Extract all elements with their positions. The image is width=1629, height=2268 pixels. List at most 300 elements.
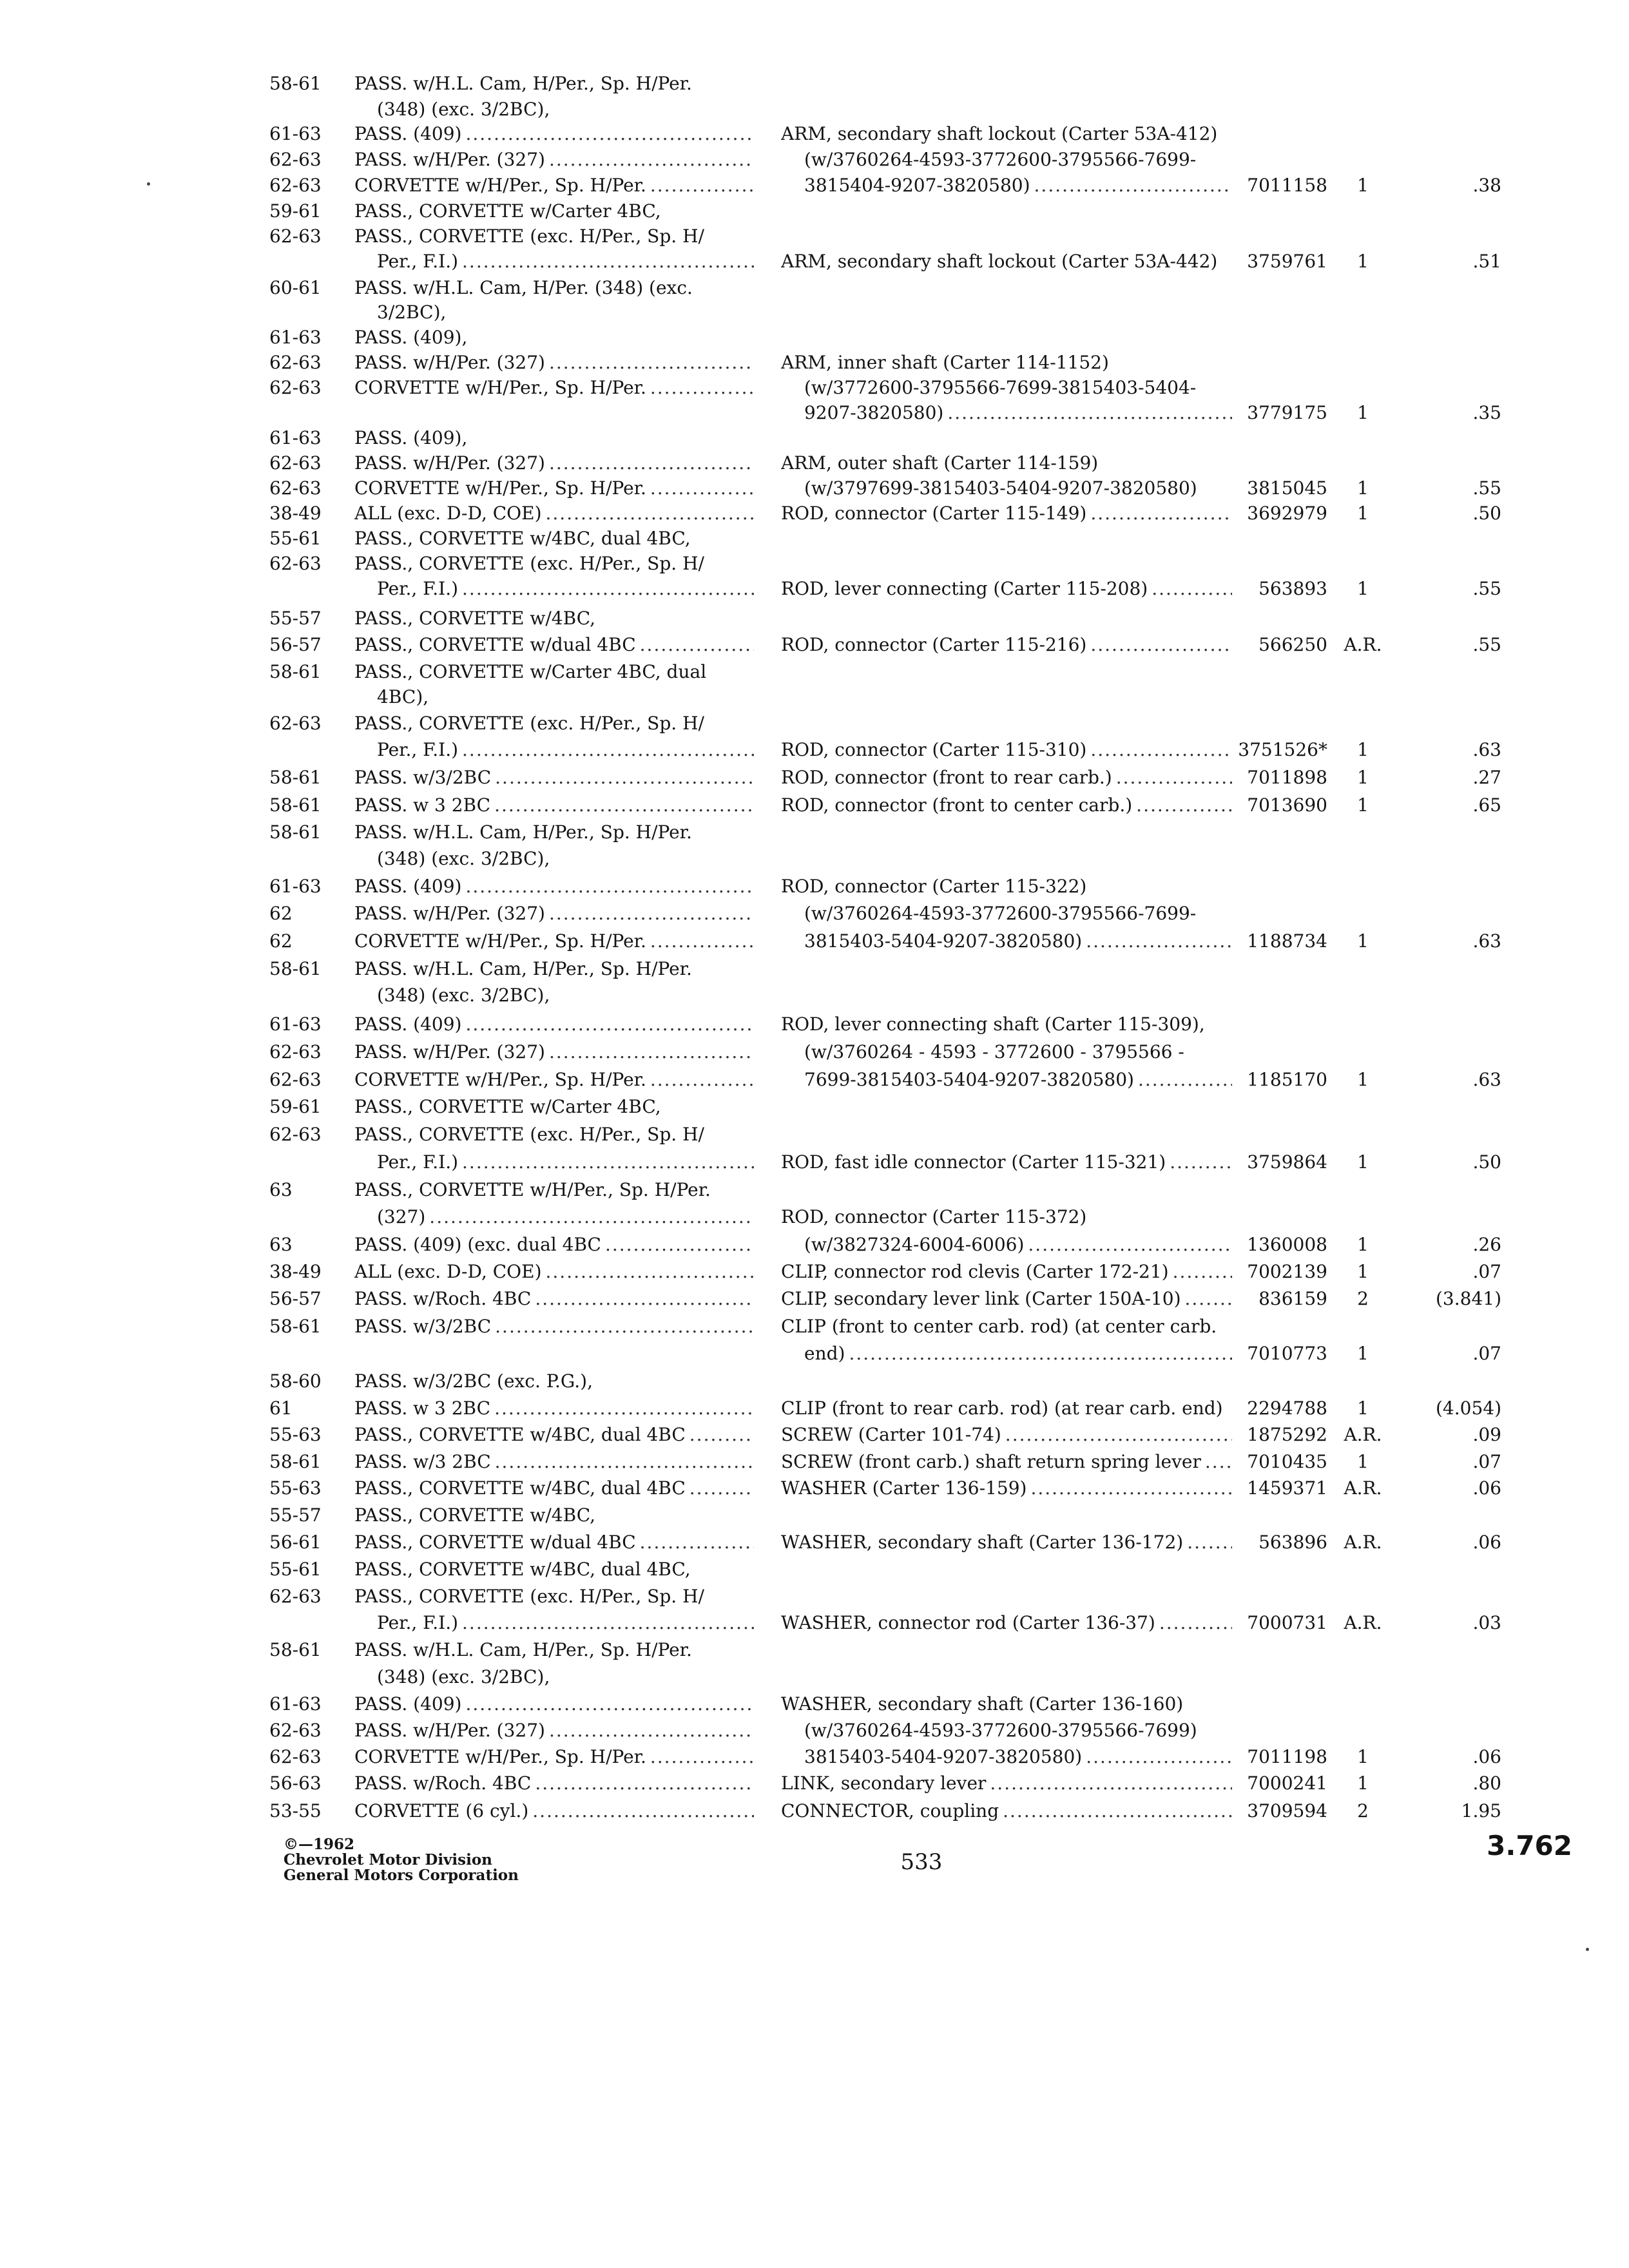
- application: [377, 300, 754, 325]
- quantity: 1: [1357, 175, 1369, 196]
- application: [354, 928, 754, 954]
- application: [354, 1039, 754, 1065]
- part-number: 7011898: [1247, 767, 1327, 788]
- list-price: .07: [1472, 1261, 1501, 1282]
- application: [354, 1637, 754, 1663]
- application: [354, 901, 754, 927]
- model-years: 62-63: [269, 352, 322, 373]
- part-description: [804, 400, 1232, 426]
- model-years: 62-63: [269, 1041, 322, 1062]
- dot-leader: [549, 1039, 754, 1065]
- quantity: 1: [1357, 767, 1369, 788]
- application-text: PASS., CORVETTE w/4BC, dual 4BC,: [354, 1559, 691, 1580]
- quantity: 1: [1357, 739, 1369, 760]
- model-years: 61-63: [269, 1693, 322, 1715]
- application-text: PASS. (409),: [354, 327, 468, 348]
- application-text: PASS. (409): [354, 1014, 462, 1035]
- application-text: (327): [377, 1206, 426, 1227]
- application-text: CORVETTE w/H/Per., Sp. H/Per.: [354, 1746, 646, 1767]
- part-description-text: (w/3760264 - 4593 - 3772600 - 3795566 -: [804, 1041, 1184, 1062]
- part-description: [781, 793, 1232, 818]
- dot-leader: [1090, 737, 1232, 763]
- dot-leader: [650, 1744, 754, 1770]
- application: [377, 1204, 754, 1230]
- application: [377, 1664, 754, 1690]
- list-price: .07: [1472, 1343, 1501, 1364]
- list-price: .63: [1472, 1069, 1501, 1090]
- application-text: (348) (exc. 3/2BC),: [377, 985, 550, 1006]
- dot-leader: [650, 173, 754, 198]
- part-description-text: CLIP, secondary lever link (Carter 150A-10): [781, 1288, 1181, 1309]
- part-description-text: ROD, connector (Carter 115-216): [781, 634, 1087, 655]
- application: [354, 425, 754, 451]
- model-years: 61: [269, 1398, 293, 1419]
- model-years: 62-63: [269, 226, 322, 247]
- dot-leader: [1152, 576, 1232, 602]
- list-price: .55: [1472, 578, 1501, 599]
- model-years: 61-63: [269, 1014, 322, 1035]
- part-description-text: CLIP (front to rear carb. rod) (at rear carb. end): [781, 1398, 1223, 1419]
- model-years: 62-63: [269, 1069, 322, 1090]
- model-years: 58-61: [269, 1451, 322, 1472]
- list-price: .06: [1472, 1746, 1501, 1767]
- application: [354, 147, 754, 173]
- part-description-text: (w/3772600-3795566-7699-3815403-5404-: [804, 377, 1197, 398]
- application: [354, 1530, 754, 1555]
- application: [354, 606, 754, 631]
- model-years: 55-63: [269, 1477, 322, 1499]
- part-description: [781, 1149, 1232, 1175]
- application: [354, 350, 754, 376]
- application-text: PASS. w/Roch. 4BC: [354, 1773, 532, 1794]
- model-years: 58-61: [269, 958, 322, 979]
- dot-leader: [1170, 1149, 1232, 1175]
- model-years: 56-63: [269, 1773, 322, 1794]
- part-description-text: ROD, connector (Carter 115-372): [781, 1206, 1087, 1227]
- part-description-text: WASHER, secondary shaft (Carter 136-160): [781, 1693, 1184, 1715]
- part-number: 3692979: [1247, 503, 1327, 524]
- application-text: PASS. w/3/2BC: [354, 1316, 492, 1337]
- quantity: A.R.: [1344, 634, 1382, 655]
- application: [354, 1232, 754, 1258]
- application: [354, 956, 754, 982]
- application: [354, 476, 754, 501]
- quantity: 2: [1357, 1288, 1369, 1309]
- application-text: PASS. w 3 2BC: [354, 1398, 491, 1419]
- application-text: PASS., CORVETTE w/Carter 4BC,: [354, 200, 661, 222]
- application-text: ALL (exc. D-D, COE): [354, 503, 542, 524]
- part-description: [781, 450, 1232, 476]
- dot-leader: [1005, 1422, 1232, 1448]
- part-number: 3779175: [1247, 402, 1327, 423]
- application-text: PASS. w/H/Per. (327): [354, 149, 545, 170]
- dot-leader: [549, 901, 754, 927]
- application-text: PASS. (409): [354, 1693, 462, 1715]
- model-years: 62: [269, 930, 293, 952]
- model-years: 62-63: [269, 149, 322, 170]
- model-years: 62-63: [269, 1720, 322, 1741]
- part-description: [781, 1771, 1232, 1796]
- quantity: 2: [1357, 1800, 1369, 1821]
- model-years: 58-61: [269, 767, 322, 788]
- model-years: 61-63: [269, 123, 322, 144]
- application-text: PASS., CORVETTE w/4BC,: [354, 608, 596, 629]
- list-price: (3.841): [1435, 1288, 1501, 1309]
- application: [377, 1610, 754, 1636]
- dot-leader: [465, 121, 754, 147]
- quantity: 1: [1357, 930, 1369, 952]
- application: [354, 450, 754, 476]
- application-text: CORVETTE w/H/Per., Sp. H/Per.: [354, 930, 646, 952]
- list-price: .27: [1472, 767, 1501, 788]
- model-years: 59-61: [269, 200, 322, 222]
- quantity: 1: [1357, 1773, 1369, 1794]
- application: [354, 1557, 754, 1582]
- dot-leader: [546, 501, 755, 526]
- application-text: PASS. w 3 2BC: [354, 794, 491, 816]
- footer-corporation: General Motors Corporation: [284, 1867, 519, 1884]
- application: [377, 576, 754, 602]
- application-text: PASS., CORVETTE (exc. H/Per., Sp. H/: [354, 1124, 704, 1145]
- part-description: [781, 1012, 1232, 1037]
- application: [354, 1286, 754, 1312]
- scan-speck: [1586, 1948, 1589, 1951]
- list-price: .50: [1472, 503, 1501, 524]
- application-text: (348) (exc. 3/2BC),: [377, 1666, 550, 1687]
- model-years: 61-63: [269, 876, 322, 897]
- part-description: [781, 1396, 1232, 1421]
- list-price: .26: [1472, 1234, 1501, 1255]
- list-price: .50: [1472, 1151, 1501, 1173]
- application: [377, 983, 754, 1008]
- model-years: 61-63: [269, 327, 322, 348]
- part-description: [804, 901, 1232, 927]
- part-number: 2294788: [1247, 1398, 1327, 1419]
- part-description: [804, 1039, 1232, 1065]
- dot-leader: [1003, 1798, 1232, 1824]
- part-description: [804, 1067, 1232, 1093]
- application: [354, 1314, 754, 1340]
- part-number: 3751526*: [1238, 739, 1327, 760]
- list-price: 1.95: [1461, 1800, 1501, 1821]
- part-number: 7011158: [1247, 175, 1327, 196]
- application-text: PASS., CORVETTE w/4BC,: [354, 1504, 596, 1526]
- application-text: CORVETTE (6 cyl.): [354, 1800, 529, 1821]
- application: [354, 1369, 754, 1394]
- dot-leader: [689, 1475, 754, 1501]
- dot-leader: [1136, 793, 1232, 818]
- application-text: Per., F.I.): [377, 1612, 459, 1633]
- part-description-text: ROD, lever connecting shaft (Carter 115-309),: [781, 1014, 1205, 1035]
- part-number: 3709594: [1247, 1800, 1327, 1821]
- application: [354, 1177, 754, 1203]
- part-description: [781, 1475, 1232, 1501]
- part-description: [781, 632, 1232, 658]
- application-text: PASS., CORVETTE w/4BC, dual 4BC,: [354, 528, 691, 549]
- model-years: 58-61: [269, 1639, 322, 1660]
- part-number: 1185170: [1247, 1069, 1327, 1090]
- dot-leader: [549, 350, 754, 376]
- application: [354, 1094, 754, 1120]
- application: [354, 275, 754, 301]
- dot-leader: [1086, 928, 1232, 954]
- quantity: 1: [1357, 1069, 1369, 1090]
- application: [377, 97, 754, 122]
- model-years: 56-61: [269, 1532, 322, 1553]
- model-years: 62-63: [269, 377, 322, 398]
- dot-leader: [495, 1449, 754, 1475]
- application-text: 3/2BC),: [377, 302, 447, 323]
- part-description: [781, 1286, 1232, 1312]
- application-text: PASS. (409),: [354, 427, 468, 448]
- application: [354, 1259, 754, 1285]
- part-description-text: ARM, secondary shaft lockout (Carter 53A-412): [781, 123, 1218, 144]
- quantity: 1: [1357, 1343, 1369, 1364]
- application-text: PASS. w/H.L. Cam, H/Per., Sp. H/Per.: [354, 73, 692, 94]
- quantity: 1: [1357, 477, 1369, 499]
- application-text: PASS., CORVETTE (exc. H/Per., Sp. H/: [354, 226, 704, 247]
- application: [354, 1122, 754, 1148]
- model-years: 56-57: [269, 634, 322, 655]
- dot-leader: [1159, 1610, 1232, 1636]
- list-price: .35: [1472, 402, 1501, 423]
- dot-leader: [495, 1314, 754, 1340]
- application-text: Per., F.I.): [377, 578, 459, 599]
- part-description-text: end): [804, 1343, 845, 1364]
- application: [354, 1691, 754, 1717]
- model-years: 53-55: [269, 1800, 322, 1821]
- application: [354, 765, 754, 791]
- model-years: 58-60: [269, 1370, 322, 1392]
- model-years: 60-61: [269, 277, 322, 298]
- dot-leader: [462, 737, 754, 763]
- model-years: 62-63: [269, 1124, 322, 1145]
- model-years: 62-63: [269, 175, 322, 196]
- part-description-text: (w/3760264-4593-3772600-3795566-7699-: [804, 149, 1197, 170]
- application: [354, 173, 754, 198]
- part-description: [781, 765, 1232, 791]
- part-description-text: WASHER, connector rod (Carter 136-37): [781, 1612, 1155, 1633]
- scan-speck: [147, 182, 150, 186]
- dot-leader: [1173, 1259, 1232, 1285]
- application-text: ALL (exc. D-D, COE): [354, 1261, 542, 1282]
- quantity: 1: [1357, 503, 1369, 524]
- list-price: .65: [1472, 794, 1501, 816]
- application-text: CORVETTE w/H/Per., Sp. H/Per.: [354, 1069, 646, 1090]
- list-price: .07: [1472, 1451, 1501, 1472]
- application: [354, 659, 754, 685]
- dot-leader: [494, 1396, 754, 1421]
- part-number: 3815045: [1247, 477, 1327, 499]
- footer-division: Chevrolet Motor Division: [284, 1851, 492, 1869]
- model-years: 61-63: [269, 427, 322, 448]
- part-description-text: SCREW (front carb.) shaft return spring lever: [781, 1451, 1201, 1472]
- part-description: [781, 1314, 1232, 1340]
- model-years: 58-61: [269, 661, 322, 682]
- dot-leader: [1034, 173, 1232, 198]
- list-price: (4.054): [1435, 1398, 1501, 1419]
- application: [354, 526, 754, 552]
- application-text: CORVETTE w/H/Per., Sp. H/Per.: [354, 477, 646, 499]
- part-number: 3759864: [1247, 1151, 1327, 1173]
- application-text: PASS., CORVETTE w/H/Per., Sp. H/Per.: [354, 1179, 711, 1200]
- part-description-text: WASHER, secondary shaft (Carter 136-172): [781, 1532, 1184, 1553]
- application: [354, 325, 754, 351]
- application: [377, 684, 754, 710]
- dot-leader: [462, 1610, 754, 1636]
- application-text: PASS. w/H/Per. (327): [354, 452, 545, 474]
- part-description: [781, 1422, 1232, 1448]
- dot-leader: [640, 632, 754, 658]
- part-description: [781, 1798, 1232, 1824]
- model-years: 55-61: [269, 1559, 322, 1580]
- dot-leader: [650, 476, 754, 501]
- application-text: PASS. w/Roch. 4BC: [354, 1288, 532, 1309]
- application-text: (348) (exc. 3/2BC),: [377, 848, 550, 869]
- copyright: ©—1962: [284, 1836, 355, 1853]
- quantity: A.R.: [1344, 1532, 1382, 1553]
- model-years: 58-61: [269, 1316, 322, 1337]
- part-description-text: ARM, inner shaft (Carter 114-1152): [781, 352, 1109, 373]
- part-description-text: (w/3760264-4593-3772600-3795566-7699-: [804, 903, 1197, 924]
- quantity: 1: [1357, 1151, 1369, 1173]
- part-number: 566250: [1258, 634, 1327, 655]
- part-number: 7002139: [1247, 1261, 1327, 1282]
- part-description: [781, 1204, 1232, 1230]
- dot-leader: [1090, 632, 1232, 658]
- model-years: 58-61: [269, 822, 322, 843]
- dot-leader: [947, 400, 1232, 426]
- application: [354, 1503, 754, 1528]
- part-number: 836159: [1258, 1288, 1327, 1309]
- dot-leader: [535, 1286, 754, 1312]
- dot-leader: [549, 450, 754, 476]
- part-number: 1459371: [1247, 1477, 1327, 1499]
- application: [354, 711, 754, 736]
- application: [354, 1449, 754, 1475]
- dot-leader: [1138, 1067, 1232, 1093]
- application-text: PASS., CORVETTE (exc. H/Per., Sp. H/: [354, 713, 704, 734]
- part-description-text: WASHER (Carter 136-159): [781, 1477, 1027, 1499]
- application: [354, 1012, 754, 1037]
- application-text: PASS. (409): [354, 123, 462, 144]
- part-description: [804, 1232, 1232, 1258]
- part-description-text: (w/3760264-4593-3772600-3795566-7699): [804, 1720, 1197, 1741]
- part-description-text: (w/3827324-6004-6006): [804, 1234, 1025, 1255]
- dot-leader: [495, 765, 754, 791]
- part-description-text: 7699-3815403-5404-9207-3820580): [804, 1069, 1134, 1090]
- application-text: CORVETTE w/H/Per., Sp. H/Per.: [354, 175, 646, 196]
- quantity: 1: [1357, 251, 1369, 272]
- application: [354, 1396, 754, 1421]
- list-price: .80: [1472, 1773, 1501, 1794]
- application: [354, 121, 754, 147]
- application: [354, 1744, 754, 1770]
- application-text: Per., F.I.): [377, 1151, 459, 1173]
- part-number: 7000241: [1247, 1773, 1327, 1794]
- list-price: .38: [1472, 175, 1501, 196]
- list-price: .06: [1472, 1477, 1501, 1499]
- list-price: .63: [1472, 739, 1501, 760]
- part-number: 563893: [1258, 578, 1327, 599]
- application: [377, 1149, 754, 1175]
- dot-leader: [546, 1259, 755, 1285]
- application: [354, 224, 754, 249]
- part-description-text: (w/3797699-3815403-5404-9207-3820580): [804, 477, 1197, 499]
- list-price: .06: [1472, 1532, 1501, 1553]
- application: [377, 846, 754, 872]
- part-description: [781, 1691, 1232, 1717]
- application: [354, 1475, 754, 1501]
- application-text: PASS. w/3 2BC: [354, 1451, 491, 1472]
- part-description-text: ROD, connector (Carter 115-322): [781, 876, 1087, 897]
- page-number: 533: [900, 1849, 943, 1875]
- application: [354, 551, 754, 577]
- application: [354, 874, 754, 899]
- dot-leader: [549, 147, 754, 173]
- application-text: PASS. w/3/2BC: [354, 767, 492, 788]
- model-years: 62-63: [269, 1586, 322, 1607]
- model-years: 62-63: [269, 713, 322, 734]
- dot-leader: [1090, 501, 1232, 526]
- part-number: 1188734: [1247, 930, 1327, 952]
- dot-leader: [494, 793, 754, 818]
- application-text: PASS. w/H/Per. (327): [354, 903, 545, 924]
- part-description-text: CLIP (front to center carb. rod) (at center carb.: [781, 1316, 1217, 1337]
- list-price: .03: [1472, 1612, 1501, 1633]
- application-text: PASS., CORVETTE w/4BC, dual 4BC: [354, 1477, 686, 1499]
- dot-leader: [532, 1798, 754, 1824]
- dot-leader: [990, 1771, 1232, 1796]
- application-text: PASS., CORVETTE w/Carter 4BC, dual: [354, 661, 707, 682]
- application-text: PASS. w/H/Per. (327): [354, 352, 545, 373]
- part-description-text: CONNECTOR, coupling: [781, 1800, 999, 1821]
- model-years: 59-61: [269, 1096, 322, 1117]
- model-years: 58-61: [269, 794, 322, 816]
- part-number: 7000731: [1247, 1612, 1327, 1633]
- model-years: 58-61: [269, 73, 322, 94]
- model-years: 38-49: [269, 1261, 322, 1282]
- application-text: Per., F.I.): [377, 251, 459, 272]
- part-description: [781, 350, 1232, 376]
- part-description: [804, 173, 1232, 198]
- model-years: 55-63: [269, 1424, 322, 1445]
- dot-leader: [465, 874, 754, 899]
- list-price: .63: [1472, 930, 1501, 952]
- part-description-text: 3815404-9207-3820580): [804, 175, 1030, 196]
- part-description-text: ARM, secondary shaft lockout (Carter 53A-442): [781, 251, 1218, 272]
- part-description-text: SCREW (Carter 101-74): [781, 1424, 1001, 1445]
- dot-leader: [1116, 765, 1232, 791]
- application: [354, 1067, 754, 1093]
- part-number: 563896: [1258, 1532, 1327, 1553]
- quantity: A.R.: [1344, 1477, 1382, 1499]
- application-text: PASS. w/H.L. Cam, H/Per. (348) (exc.: [354, 277, 693, 298]
- part-description-text: ROD, connector (front to center carb.): [781, 794, 1133, 816]
- dot-leader: [462, 1149, 754, 1175]
- part-description: [781, 737, 1232, 763]
- part-description-text: ROD, fast idle connector (Carter 115-321): [781, 1151, 1166, 1173]
- part-description-text: 3815403-5404-9207-3820580): [804, 1746, 1083, 1767]
- part-description: [781, 121, 1232, 147]
- part-number: 1875292: [1247, 1424, 1327, 1445]
- model-years: 55-57: [269, 608, 322, 629]
- model-years: 38-49: [269, 503, 322, 524]
- application-text: CORVETTE w/H/Per., Sp. H/Per.: [354, 377, 646, 398]
- application: [354, 1771, 754, 1796]
- application-text: PASS. w/3/2BC (exc. P.G.),: [354, 1370, 593, 1392]
- application-text: PASS. (409) (exc. dual 4BC: [354, 1234, 601, 1255]
